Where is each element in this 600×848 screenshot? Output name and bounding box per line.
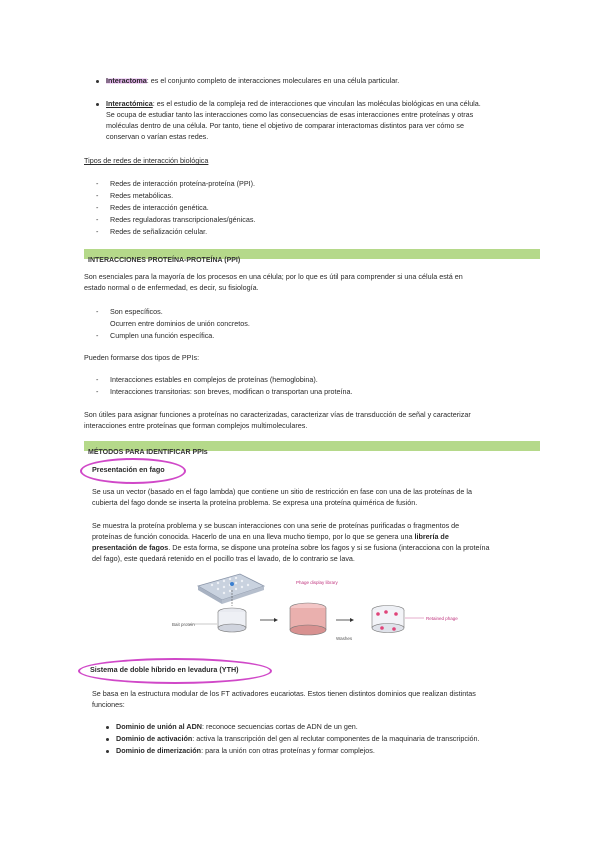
list-item: Redes metabólicas. [110,191,174,200]
list-item: Ocurren entre dominios de unión concretos. [110,319,250,328]
bullet-dot [96,103,99,106]
well-icon [372,606,404,633]
retained-label: Retained phage [426,616,458,621]
bullet-dot [106,738,109,741]
bullet-dot [106,726,109,729]
section-band-metodos: MÉTODOS PARA IDENTIFICAR PPIs [84,441,540,451]
interactoma-term: Interactoma [106,76,147,85]
list-item: Son específicos. [110,307,163,316]
list-item: Redes de interacción genética. [110,203,209,212]
well-icon [290,603,326,635]
list-item: Interacciones estables en complejos de proteínas (hemoglobina). [110,375,318,384]
library-label: Phage display library [296,580,338,585]
tipos-heading: Tipos de redes de interacción biológica [84,156,209,165]
yth-paragraph: Se basa en la estructura modular de los FT activadores eucariotas. Estos tienen distintos dominios que realizan distintas funciones: [92,689,476,709]
ppi-paragraph-2: Son útiles para asignar funciones a proteínas no caracterizadas, caracterizar vías de transducción de señal y caracterizar interacciones entre proteínas que forman complejos multimoleculares. [84,410,471,430]
document-page: Interactoma: es el conjunto completo de interacciones moleculares en una célula particular. Interactómica: es el estudio de la compleja red de interacciones que vinculan las moléculas biológicas en una célula. Se ocupa de estudiar tanto las interacciones como las consecuencias de esas interacciones entre proteínas y otras moléculas dentro de una célula. Por tanto, tiene el objetivo de comparar interactomas distintos para ver cómo se conservan o varían estas redes. Tipos de redes de interacción biológica - Redes de interacción proteína-proteína (PPI). - Redes metabólicas. - Redes de interacción genética. - Redes reguladoras transcripcionales/génicas. - Redes de señalización celular. INTERACCIONES PROTEÍNA-PROTEÍNA (PPI) Son esenciales para la mayoría de los procesos en una célula; por lo que es útil para comprender si una célula está en estado normal o de enfermedad, es decir, su fisiología. - Son específicos. Ocurren entre dominios de unión concretos. - Cumplen una función específica. Pueden formarse dos tipos de PPIs: - Interacciones estables en complejos de proteínas (hemoglobina). - Interacciones transitorias: son breves, modifican o transportan una proteína. Son útiles para asignar funciones a proteínas no caracterizadas, caracterizar vías de transducción de señal y caracterizar interacciones entre proteínas que forman complejos multimoleculares. MÉTODOS PARA IDENTIFICAR PPIs Presentación en fago Se usa un vector (basado en el fago lambda) que contiene un sitio de restricción en fase con una de las proteínas de la cubierta del fago donde se inserta la proteína problema. Se expresa una proteína quimérica de fusión. Se muestra la proteína problema y se buscan interacciones con una serie de proteínas purificadas o fragmentos de proteínas de función conocida. Hacerlo de una en una lleva mucho tiempo, por lo que se genera una librería de presentación de fagos. De esta forma, se dispone una proteína sobre los fagos y si se fusiona (interacciona con la proteína del fago), este quedará retenido en el pocillo tras el lavado, de lo contrario se lava. Bait protein Phage display library Washes Retained phage Sistema de doble híbrido en levadura (YTH) Se basa en la estructura modular de los FT activadores eucariotas. Estos tienen distintos dominios que realizan distintas funciones: Dominio de unión al ADN: reconoce secuencias cortas de ADN de un gen. Dominio de activación: activa la transcripción del gen al reclutar componentes de la maquinaria de transcripción. Dominio de dimerización: para la unión con otras proteínas y formar complejos. [0,0,600,848]
list-item: Dominio de dimerización: para la unión con otras proteínas y formar complejos. [116,746,375,755]
bullet-dot [106,750,109,753]
list-item: Redes reguladoras transcripcionales/génicas. [110,215,256,224]
list-item: Redes de señalización celular. [110,227,208,236]
well-icon [218,608,246,632]
phage-display-figure [168,568,468,648]
ppi-types-intro: Pueden formarse dos tipos de PPIs: [84,353,200,362]
fago-paragraph-2: Se muestra la proteína problema y se buscan interacciones con una serie de proteínas purificadas o fragmentos de proteínas de función conocida. Hacerlo de una en una lleva mucho tiempo, por lo que se genera una librería de presentación de fagos. De esta forma, se dispone una proteína sobre los fagos y si se fusiona (interacciona con la proteína del fago), este quedará retenido en el pocillo tras el lavado, de lo contrario se lava. [92,521,490,563]
interactoma-definition: Interactoma: es el conjunto completo de interacciones moleculares en una célula particular. [106,76,400,85]
fago-paragraph-1: Se usa un vector (basado en el fago lambda) que contiene un sitio de restricción en fase con una de las proteínas de la cubierta del fago donde se inserta la proteína problema. Se expresa una proteína quimérica de fusión. [92,487,472,507]
section-band-ppi: INTERACCIONES PROTEÍNA-PROTEÍNA (PPI) [84,249,540,259]
bait-label: Bait protein [172,622,195,627]
microplate-icon [198,574,264,604]
ppi-paragraph-1: Son esenciales para la mayoría de los procesos en una célula; por lo que es útil para comprender si una célula está en estado normal o de enfermedad, es decir, su fisiología. [84,272,463,292]
list-item: Redes de interacción proteína-proteína (PPI). [110,179,256,188]
list-item: Dominio de activación: activa la transcripción del gen al reclutar componentes de la maquinaria de transcripción. [116,734,480,743]
interactomica-definition: Interactómica: es el estudio de la compleja red de interacciones que vinculan las moléculas biológicas en una célula. Se ocupa de estudiar tanto las interacciones como las consecuencias de esas interacciones entre proteínas y otras moléculas dentro de una célula. Por tanto, tiene el objetivo de comparar interactomas distintos para ver cómo se conservan o varían estas redes. [106,99,481,141]
washes-label: Washes [336,636,353,641]
yth-title: Sistema de doble híbrido en levadura (YTH) [90,665,239,674]
fago-title: Presentación en fago [92,465,165,474]
list-item: Interacciones transitorias: son breves, modifican o transportan una proteína. [110,387,353,396]
interactomica-term: Interactómica [106,99,153,108]
list-item: Dominio de unión al ADN: reconoce secuencias cortas de ADN de un gen. [116,722,358,731]
list-item: Cumplen una función específica. [110,331,215,340]
bullet-dot [96,80,99,83]
